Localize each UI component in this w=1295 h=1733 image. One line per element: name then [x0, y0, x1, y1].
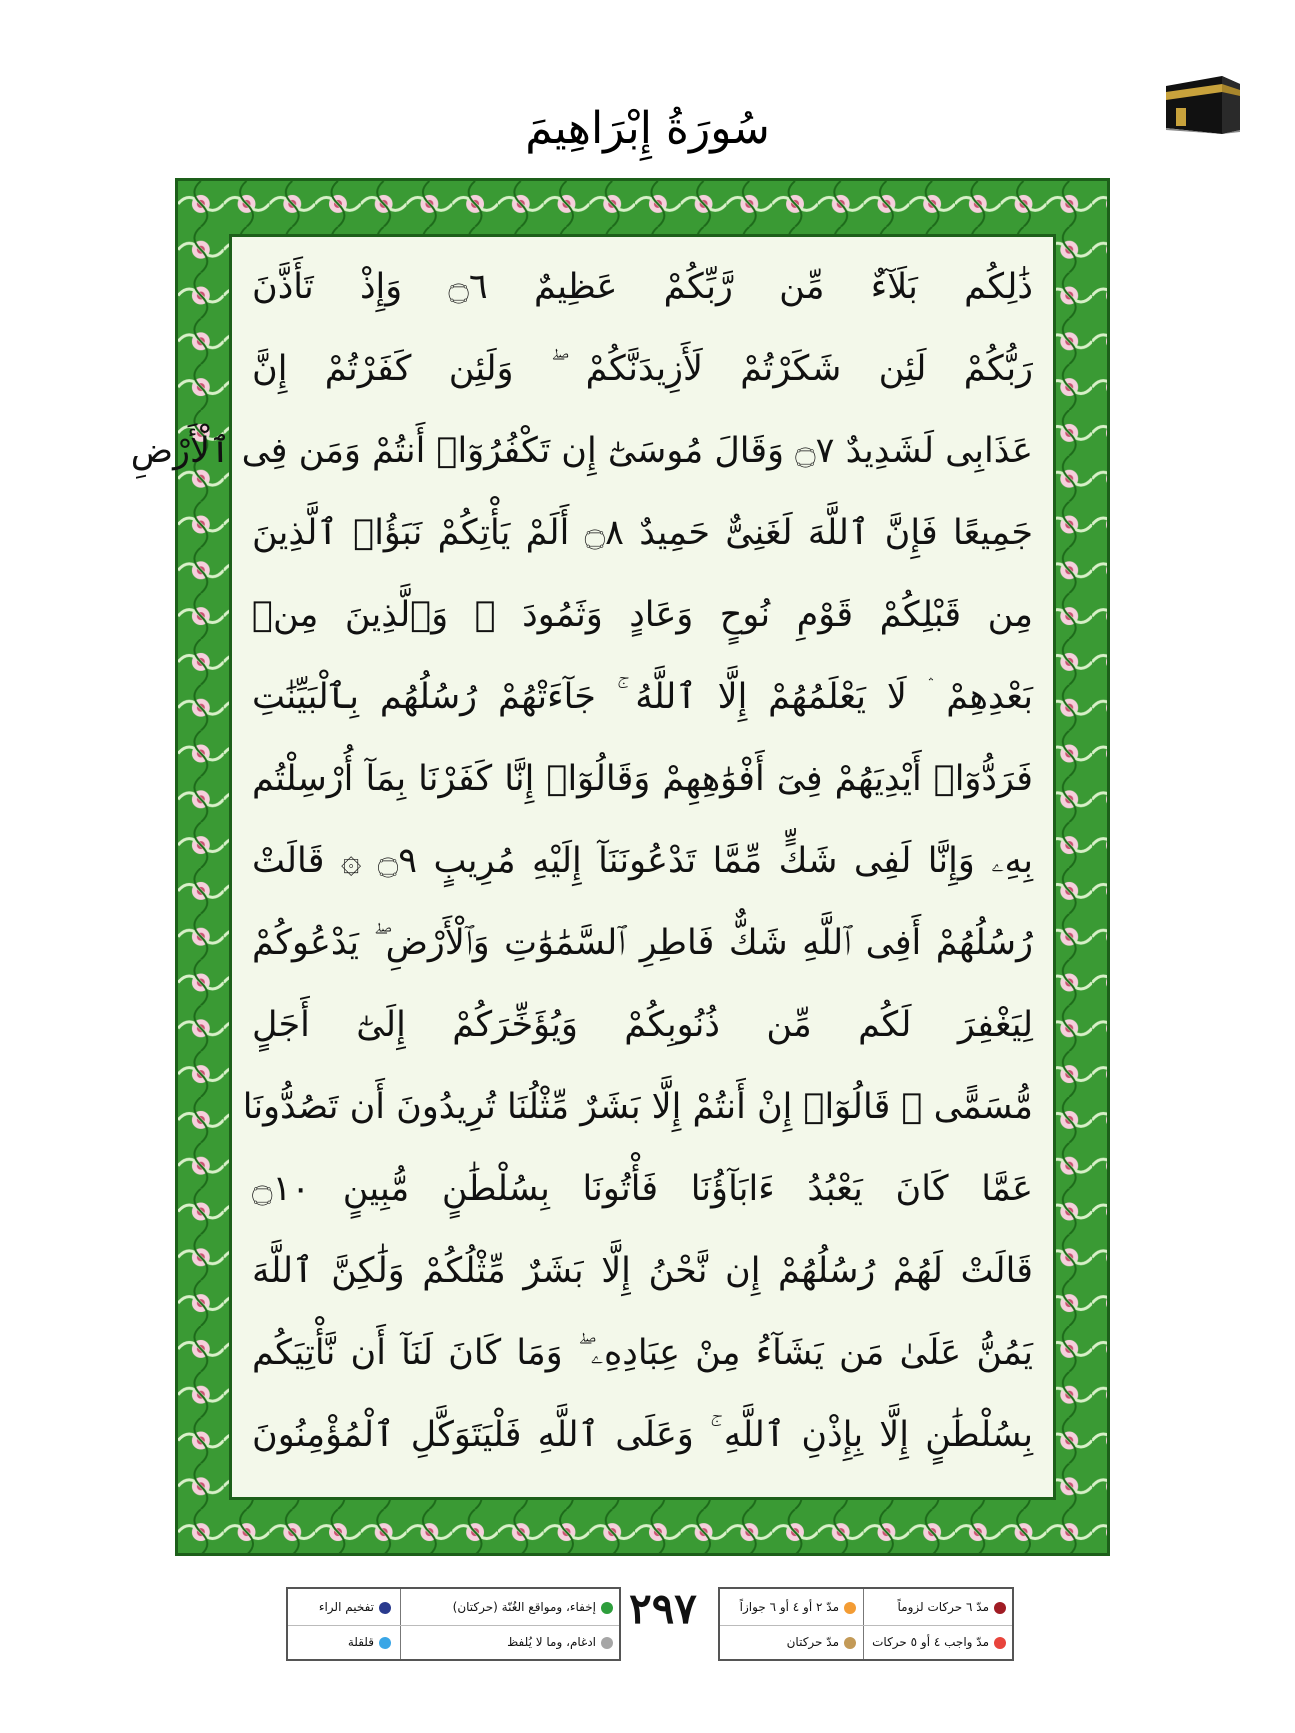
verse-line: مِن قَبْلِكُمْ قَوْمِ نُوحٍ وَعَادٍ وَثَمُودَ ۛ وَٱلَّذِينَ مِنۢ [252, 595, 1033, 635]
legend-label: ادغام، وما لا يُلفظ [507, 1635, 596, 1649]
verse-line: لِيَغْفِرَ لَكُم مِّن ذُنُوبِكُمْ وَيُؤَخِّرَكُمْ إِلَىٰٓ أَجَلٍ [252, 1005, 1033, 1045]
verse-line: قَالَتْ لَهُمْ رُسُلُهُمْ إِن نَّحْنُ إِلَّا بَشَرٌ مِّثْلُكُمْ وَلَٰكِنَّ ٱللَّهَ [252, 1251, 1033, 1291]
legend-item [453, 1591, 613, 1624]
surah-title: سُورَةُ إِبْرَاهِيمَ [525, 103, 770, 154]
legend-label: إخفاء، ومواقع الغُنّة (حركتان) [452, 1600, 596, 1614]
legend-label: مدّ ٢ أو ٤ أو ٦ جوازاً [739, 1600, 839, 1614]
verse-line: مُّسَمًّى ۚ قَالُوٓا۟ إِنْ أَنتُمْ إِلَّا بَشَرٌ مِّثْلُنَا تُرِيدُونَ أَن تَصُدُّونَا [242, 1087, 1033, 1127]
color-dot-icon [844, 1602, 856, 1614]
verse-line: عَذَابِى لَشَدِيدٌ ۝٧ وَقَالَ مُوسَىٰٓ إِن تَكْفُرُوٓا۟ أَنتُمْ وَمَن فِى ٱلْأَرْضِ [130, 431, 1033, 471]
verse-line: رُسُلُهُمْ أَفِى ٱللَّهِ شَكٌّ فَاطِرِ ٱلسَّمَٰوَٰتِ وَٱلْأَرْضِ ۖ يَدْعُوكُمْ [252, 923, 1033, 963]
legend-item [348, 1626, 391, 1659]
legend-item [872, 1626, 1006, 1659]
verse-line: بِسُلْطَٰنٍ إِلَّا بِإِذْنِ ٱللَّهِ ۚ وَعَلَى ٱللَّهِ فَلْيَتَوَكَّلِ ٱلْمُؤْمِنُونَ [252, 1415, 1033, 1455]
legend-label: مدّ واجب ٤ أو ٥ حركات [872, 1635, 989, 1649]
verse-line: بَعْدِهِمْ ۛ لَا يَعْلَمُهُمْ إِلَّا ٱللَّهُ ۚ جَآءَتْهُمْ رُسُلُهُم بِٱلْبَيِّنَٰتِ [252, 677, 1033, 717]
verse-line: رَبُّكُمْ لَئِن شَكَرْتُمْ لَأَزِيدَنَّكُمْ ۖ وَلَئِن كَفَرْتُمْ إِنَّ [252, 349, 1033, 389]
verse-line: فَرَدُّوٓا۟ أَيْدِيَهُمْ فِىٓ أَفْوَٰهِهِمْ وَقَالُوٓا۟ إِنَّا كَفَرْنَا بِمَآ أُرْسِلْتُم [252, 759, 1033, 799]
verse-line: ذَٰلِكُم بَلَآءٌ مِّن رَّبِّكُمْ عَظِيمٌ ۝٦ وَإِذْ تَأَذَّنَ [252, 267, 1033, 307]
legend-item [319, 1591, 391, 1624]
verse-line: عَمَّا كَانَ يَعْبُدُ ءَابَآؤُنَا فَأْتُونَا بِسُلْطَٰنٍ مُّبِينٍ ۝١٠ [252, 1169, 1033, 1209]
tajweed-legend-madd [718, 1587, 1014, 1661]
legend-item [507, 1626, 613, 1659]
legend-item [787, 1626, 856, 1659]
color-dot-icon [844, 1637, 856, 1649]
quran-text-panel [130, 234, 1056, 1500]
legend-label: قلقلة [347, 1635, 374, 1649]
tajweed-legend-other [286, 1587, 621, 1661]
color-dot-icon [601, 1602, 613, 1614]
color-dot-icon [994, 1602, 1006, 1614]
legend-label: تفخيم الراء [318, 1600, 374, 1614]
legend-item [898, 1591, 1007, 1624]
legend-label: مدّ ٦ حركات لزوماً [897, 1600, 989, 1614]
verse-line: يَمُنُّ عَلَىٰ مَن يَشَآءُ مِنْ عِبَادِهِۦ ۖ وَمَا كَانَ لَنَآ أَن نَّأْتِيَكُم [252, 1333, 1033, 1373]
verse-line: جَمِيعًا فَإِنَّ ٱللَّهَ لَغَنِىٌّ حَمِيدٌ ۝٨ أَلَمْ يَأْتِكُمْ نَبَؤُا۟ ٱلَّذِينَ [252, 513, 1033, 553]
color-dot-icon [379, 1637, 391, 1649]
page-number: ٢٩٧ [629, 1584, 697, 1633]
color-dot-icon [379, 1602, 391, 1614]
page-frame [130, 178, 1110, 1556]
color-dot-icon [994, 1637, 1006, 1649]
verse-line: بِهِۦ وَإِنَّا لَفِى شَكٍّ مِّمَّا تَدْعُونَنَآ إِلَيْهِ مُرِيبٍ ۝٩ ۞ قَالَتْ [252, 841, 1034, 881]
color-dot-icon [601, 1637, 613, 1649]
legend-label: مدّ حركتان [786, 1635, 839, 1649]
legend-item [740, 1591, 856, 1624]
